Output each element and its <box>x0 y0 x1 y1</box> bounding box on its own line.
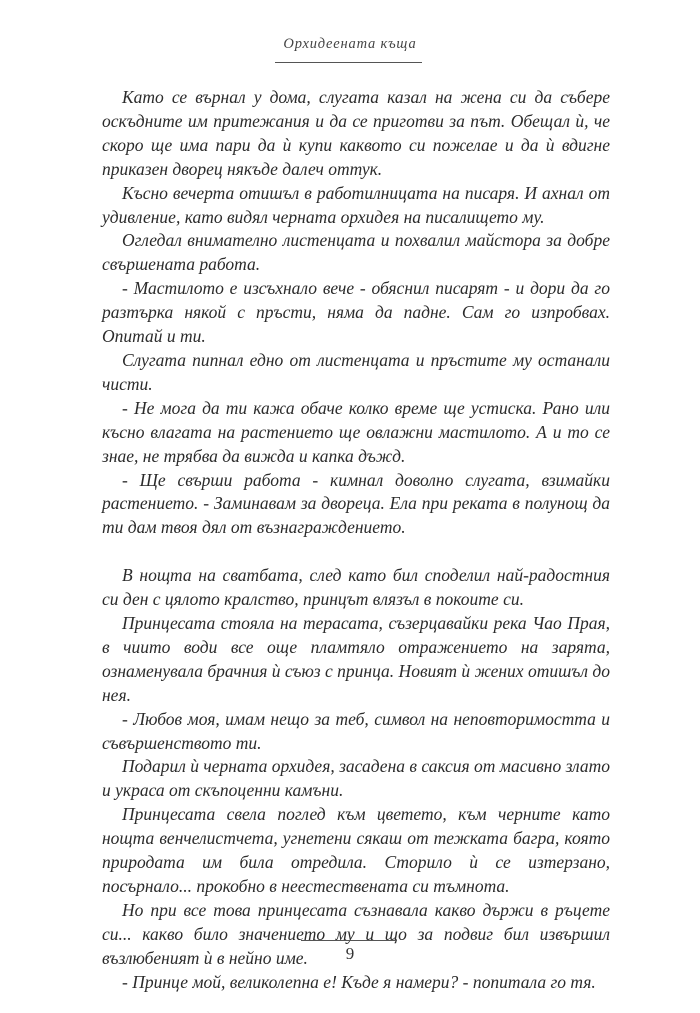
paragraph: Подарил ѝ черната орхидея, засадена в саксия от масивно злато и украса от скъпоценни камъни. <box>102 756 610 801</box>
paragraph: Слугата пипнал едно от листенцата и пръстите му останали чисти. <box>102 349 610 394</box>
paragraph: - Любов моя, имам нещо за теб, символ на неповторимостта и съвършенството ти. <box>102 708 610 753</box>
paragraph: В нощта на сватбата, след като бил споделил най-радостния си ден с цялото кралство, принцът влязъл в покоите си. <box>102 565 610 610</box>
paragraph: - Принце мой, великолепна е! Къде я намери? - попитала го тя. <box>122 971 596 992</box>
body-text <box>102 86 610 995</box>
paragraph: - Мастилото е изсъхнало вече - обяснил писарят - и дори да го разтърка някой с пръсти, няма да падне. Сам го изпробвах. Опитай и ти. <box>102 278 610 347</box>
paragraph: Принцесата стояла на терасата, съзерцавайки река Чао Прая, в чиито води все още пламтяло отражението на зарята, ознаменувала брачния ѝ съюз с принца. Новият ѝ жених отишъл до нея. <box>102 613 610 705</box>
paragraph: Принцесата свела поглед към цветето, към черните като нощта венчелистчета, угнетени сякаш от тежката багра, която природата им била отредила. Сторило ѝ се изтерзано, посърнало... прокобно в неестествената си тъмнота. <box>102 804 610 896</box>
paragraph: Огледал внимателно листенцата и похвалил майстора за добре свършената работа. <box>102 230 610 275</box>
paragraph: - Ще свърши работа - кимнал доволно слугата, взимайки растението. - Заминавам за двореца. Ела при реката в полунощ да ти дам твоя дял от възнаграждението. <box>102 469 610 538</box>
page-number: 9 <box>345 944 355 963</box>
paragraph: Като се върнал у дома, слугата казал на жена си да събере оскъдните им притежания и да се приготви за път. Обещал ѝ, че скоро ще има пари да ѝ купи каквото си пожелае и да ѝ вдигне приказен дворец някъде далеч оттук. <box>102 87 610 179</box>
paragraph: Късно вечерта отишъл в работилницата на писаря. И ахнал от удивление, като видял черната орхидея на писалището му. <box>102 182 610 227</box>
header-rule <box>275 62 422 63</box>
running-title: Орхидеената къща <box>283 36 417 52</box>
footer-rule <box>301 940 397 941</box>
paragraph: - Не мога да ти кажа обаче колко време ще устиска. Рано или късно влагата на растението ще овлажни мастилото. А и то се знае, не трябва да вижда и капка дъжд. <box>102 397 610 466</box>
paragraph: Но при все това принцесата съзнавала какво държи в ръцете си... какво било значението му и що за подвиг бил извършил възлюбеният ѝ в нейно име. <box>102 899 610 968</box>
